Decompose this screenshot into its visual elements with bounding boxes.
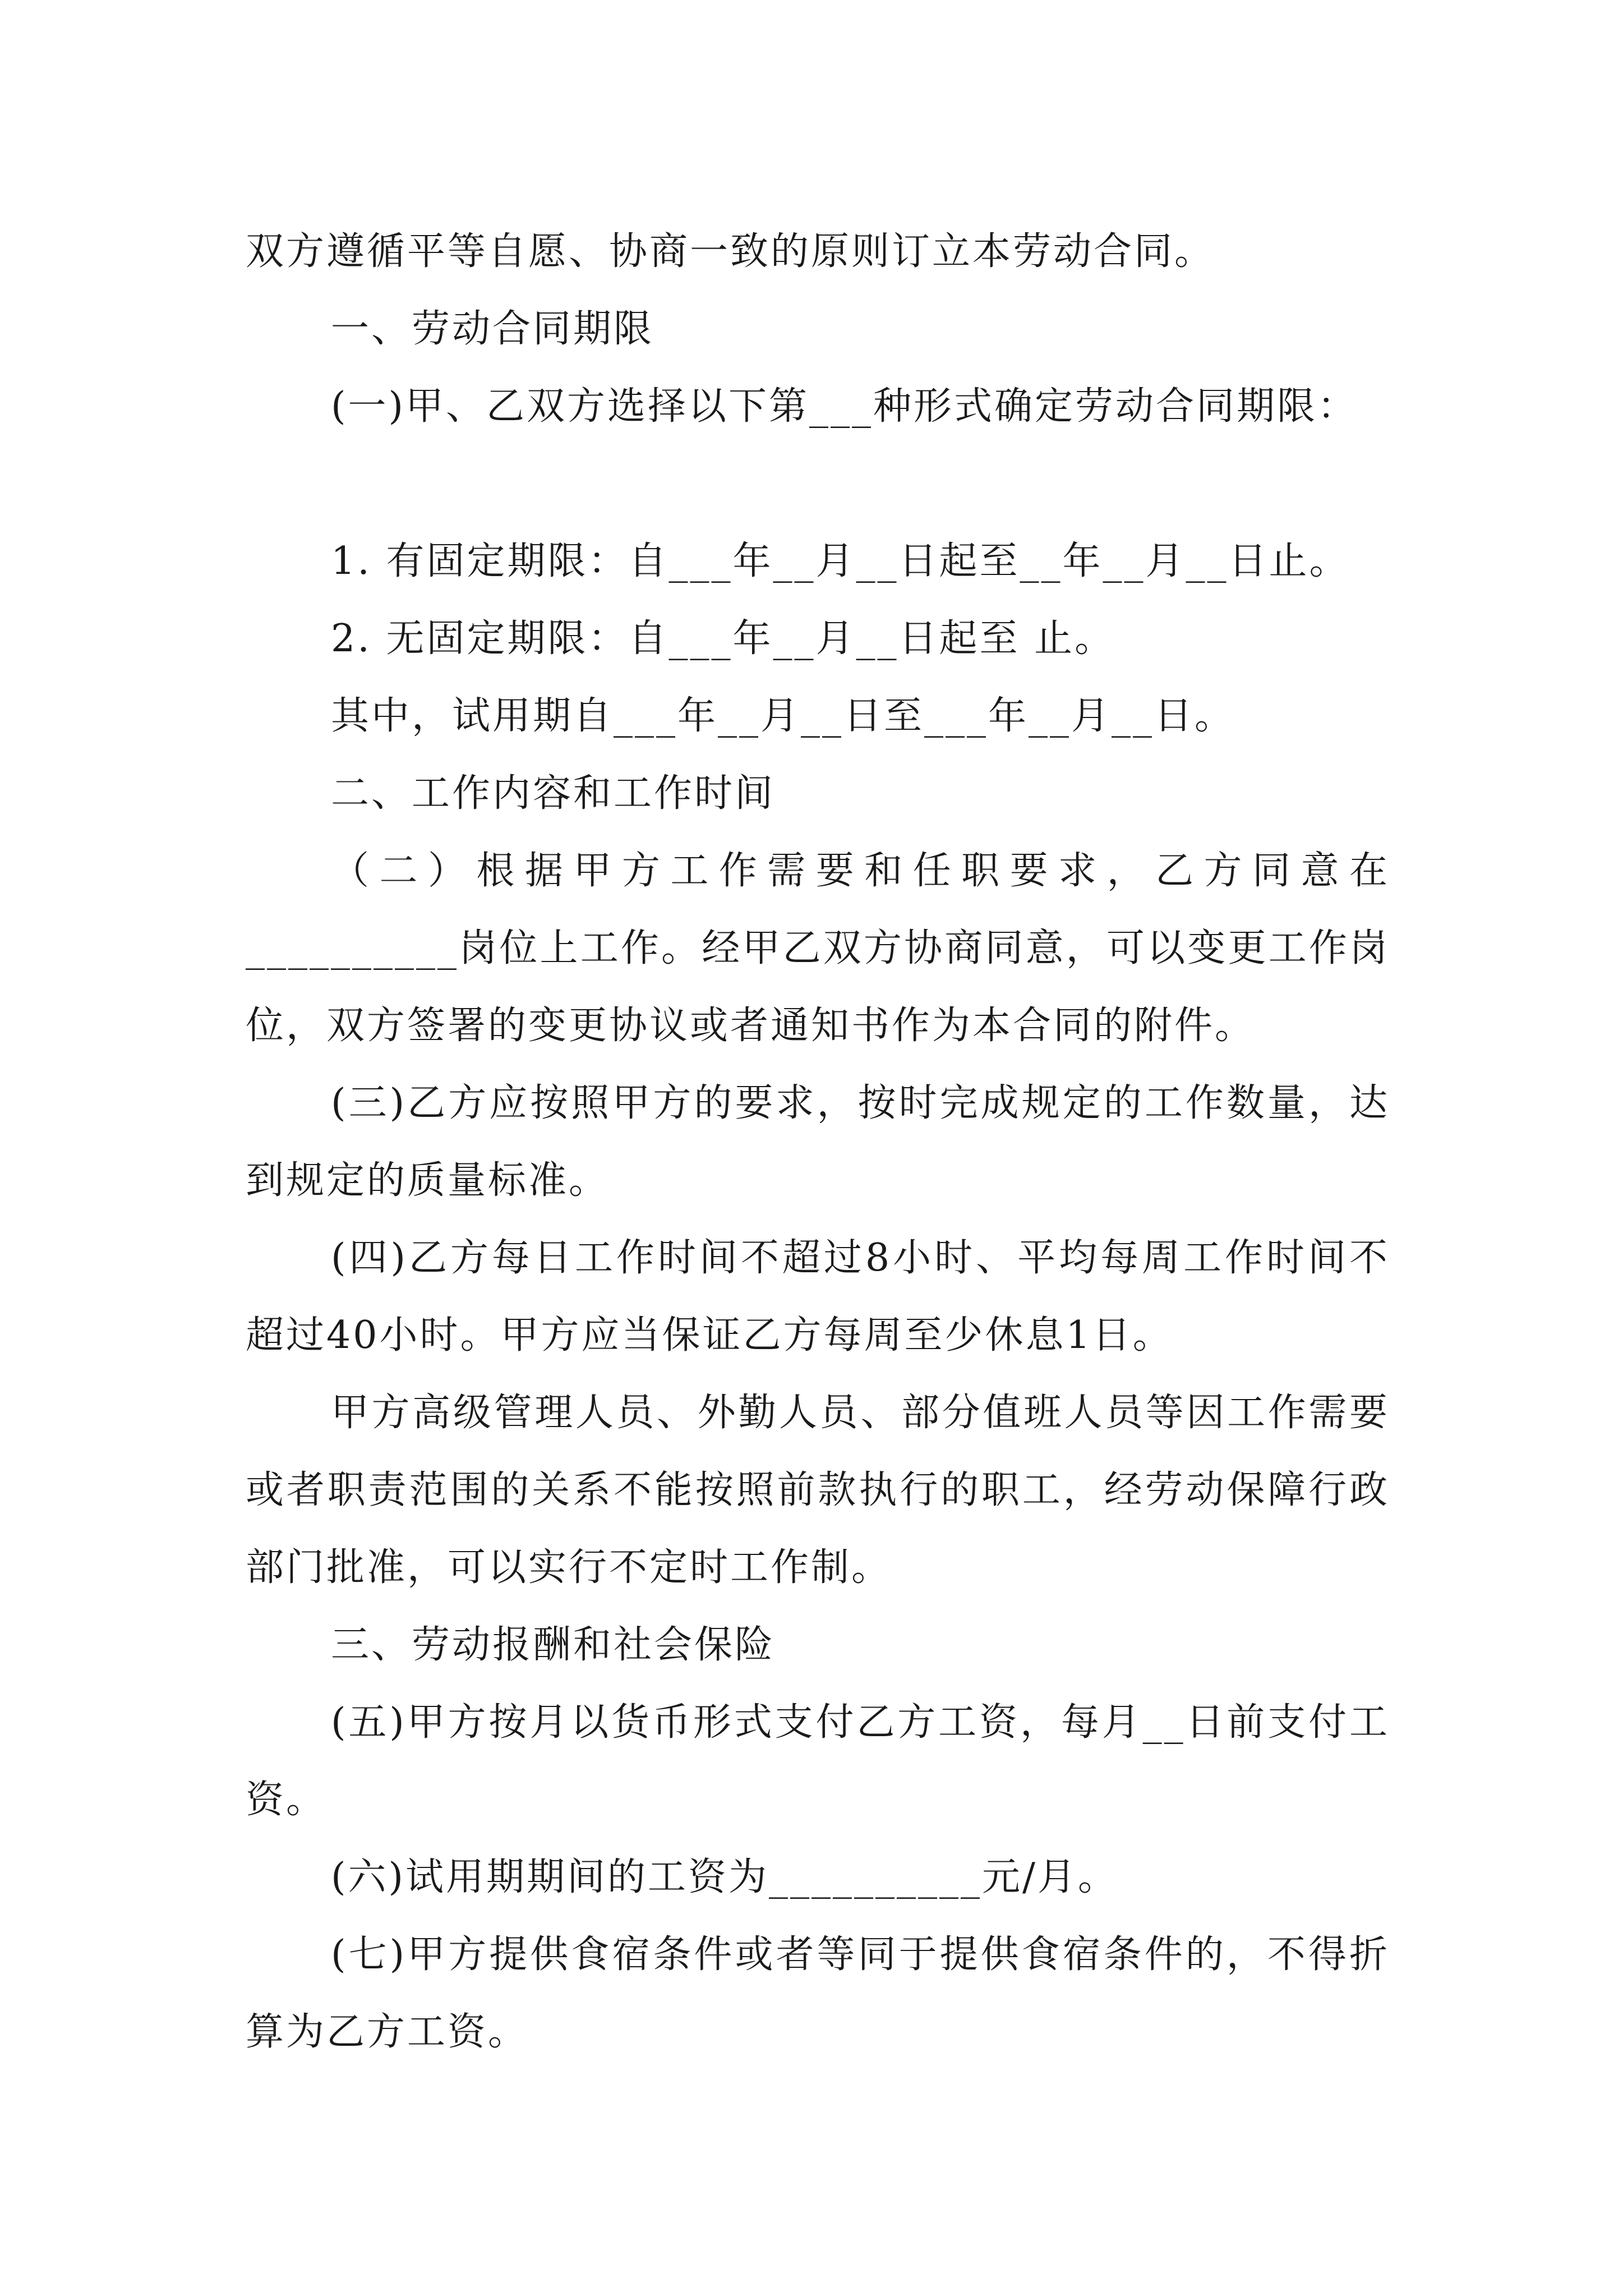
section-heading-work-content: 二、工作内容和工作时间 <box>331 771 776 816</box>
clause-4-working-hours: (四)乙方每日工作时间不超过8小时、平均每周工作时间不超过40小时。甲方应当保证乙方每周至少休息1日。 <box>246 1236 1390 1358</box>
clause-3-work-quality: (三)乙方应按照甲方的要求，按时完成规定的工作数量，达到规定的质量标准。 <box>246 1081 1390 1203</box>
option-fixed-term: 1. 有固定期限：自___年__月__日起至__年__月__日止。 <box>331 539 1350 583</box>
clause-7-board-lodging: (七)甲方提供食宿条件或者等同于提供食宿条件的，不得折算为乙方工资。 <box>246 1932 1390 2054</box>
probation-period-line: 其中，试用期自___年__月__日至___年__月__日。 <box>331 694 1235 738</box>
clause-6-probation-wage: (六)试用期期间的工资为__________元/月。 <box>331 1855 1118 1899</box>
option-open-term: 2. 无固定期限：自___年__月__日起至 止。 <box>331 616 1115 661</box>
clause-5-monthly-pay: (五)甲方按月以货币形式支付乙方工资，每月__日前支付工资。 <box>246 1700 1390 1822</box>
section-heading-remuneration: 三、劳动报酬和社会保险 <box>331 1623 776 1667</box>
clause-2-position: （二）根据甲方工作需要和任职要求，乙方同意在__________岗位上工作。经甲乙双方协商同意，可以变更工作岗位，双方签署的变更协议或者通知书作为本合同的附件。 <box>246 849 1390 1048</box>
clause-1-term-form: (一)甲、乙双方选择以下第___种形式确定劳动合同期限： <box>331 384 1358 429</box>
flexible-hours-paragraph: 甲方高级管理人员、外勤人员、部分值班人员等因工作需要或者职责范围的关系不能按照前款执行的职工，经劳动保障行政部门批准，可以实行不定时工作制。 <box>246 1391 1390 1590</box>
contract-intro-paragraph: 双方遵循平等自愿、协商一致的原则订立本劳动合同。 <box>246 229 1215 274</box>
section-heading-contract-term: 一、劳动合同期限 <box>331 307 654 351</box>
